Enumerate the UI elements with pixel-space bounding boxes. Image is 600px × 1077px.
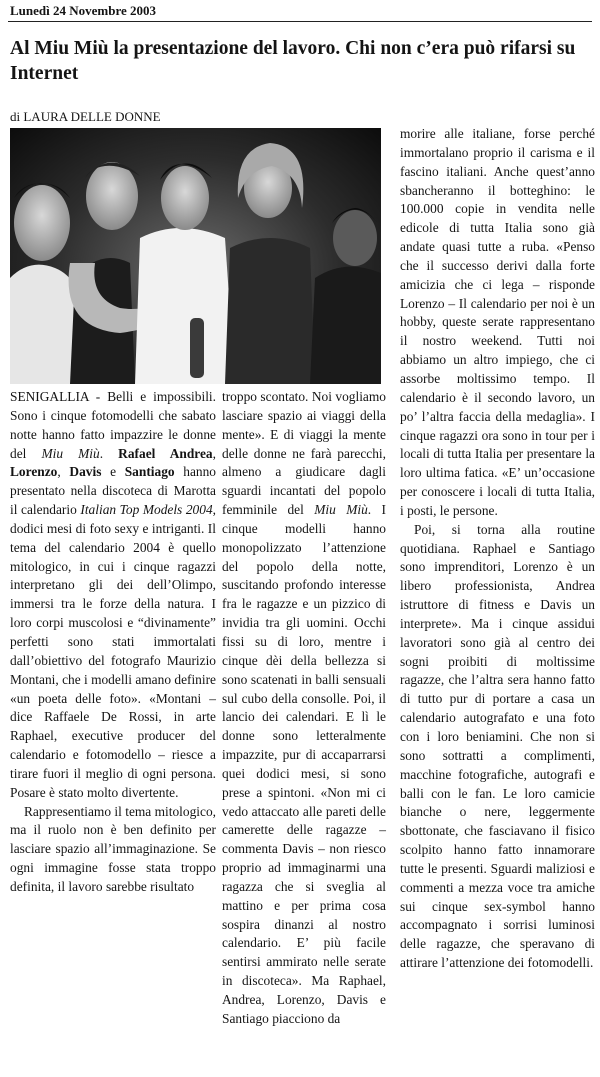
- five-men-group-photo-icon: [10, 128, 381, 384]
- article-photo: [10, 128, 381, 384]
- paragraph: Poi, si torna alla routine quotidiana. Raphael e Santiago sono imprenditori, Lorenzo è un libero professionista, Andrea istruttore di fitness e Davis un interprete». Ma i cinque assidui lavoratori sono già al centro dei sogni proibiti di moltissime ragazze, che l’altra sera hanno fatto di tutto pur di portare a casa un calendario autografato e una foto con i loro beniamini. Che non si sono sottratti a complimenti, macchine fotografiche, autografi e balli con le fan. Le loro camicie bianche o nere, leggermente sbottonate, che fasciavano il fisico scolpito hanno fatto innamorare tutte le presenti. Sguardi maliziosi e commenti a mezza voce tra amiche sui cinque sex-symbol hanno accompagnato i sorrisi luminosi delle ragazze, che speravano di attirare l’attenzione dei fotomodelli.: [400, 521, 595, 971]
- paragraph: SENIGALLIA - Belli e impossibili. Sono i cinque fotomodelli che sabato notte hanno fatto impazzire le donne del Miu Miù. Rafael Andrea, Lorenzo, Davis e Santiago hanno presentato nella discoteca di Marotta il calendario Italian Top Models 2004, dodici mesi di foto sexy e intriganti. Il tema del calendario 2004 è quello mitologico, in cui i cinque ragazzi interpretano gli dei dell’Olimpo, immersi tra le forze della natura. I loro corpi muscolosi e “divinamente” perfetti sono stati immortalati dall’obiettivo del fotografo Maurizio Montani, che i modelli amano definire «un poeta delle foto». «Montani – dice Raffaele De Rossi, in arte Raphael, executive producer del calendario e fotomodello – riesce a tirare fuori il meglio di ogni persona. Posare è stato molto divertente.: [10, 389, 217, 800]
- paragraph: morire alle italiane, forse perché immortalano proprio il carisma e il fascino italiani. Anche quest’anno sbancheranno il botteghino: le 100.000 copie in vendita nelle edicole di tutta Italia sono già andate quasi tutte a ruba. «Penso che il successo derivi dalla forte amicizia che ci lega – risponde Lorenzo – Il calendario per noi è un hobby, queste serate rappresentano il nostro weekend. Tutti noi abbiamo un altro impiego, che ci assorbe moltissimo tempo. Il calendario è il secondo lavoro, un po’ l’altra faccia della medaglia». I cinque ragazzi ora sono in tour per i locali di tutta Italia per presentare la loro ultima fatica. «E’ un’occasione per conoscere i locali di tutta Italia, i posti, le persone.: [400, 126, 595, 518]
- article-column-2: [222, 388, 386, 1029]
- paragraph: troppo scontato. Noi vogliamo lasciare spazio ai viaggi della mente». E di viaggi la mente delle donne ne farà parecchi, almeno a giudicare dagli sguardi incantati del popolo femminile del Miu Miù. I cinque modelli hanno monopolizzato l’attenzione del popolo della notte, suscitando profondo interesse fra le ragazze e un pizzico di invidia tra gli uomini. Occhi fissi su di loro, mentre i cinque dèi della bellezza si sono scatenati in balli sensuali sul cubo della consolle. Poi, il lancio dei calendari. E lì le donne sono letteralmente impazzite, pur di accaparrarsi quei dodici mesi, si sono prese a spintoni. «Non mi ci vedo attaccato alle pareti delle camerette delle ragazze – commenta Davis – non riesco proprio ad immaginarmi una ragazza che si sveglia al mattino e per prima cosa sospira dinanzi al nostro calendario. E’ più facile sentirsi ammirato nelle serate in discoteca». Ma Raphael, Andrea, Lorenzo, Davis e Santiago piacciono da: [222, 389, 386, 1026]
- headline: Al Miu Miù la presentazione del lavoro. Chi non c’era può rifarsi su Internet: [10, 38, 576, 84]
- article-column-1: [10, 388, 216, 897]
- header-rule: [8, 21, 592, 22]
- paragraph: Rappresentiamo il tema mitologico, ma il ruolo non è ben definito per lasciare spazio all’immaginazione. Se ogni immagine fosse stata troppo definita, il lavoro sarebbe risultato: [10, 803, 216, 894]
- dateline: Lunedì 24 Novembre 2003: [10, 3, 157, 18]
- article-column-3: [400, 125, 595, 973]
- byline: di LAURA DELLE DONNE: [10, 109, 161, 124]
